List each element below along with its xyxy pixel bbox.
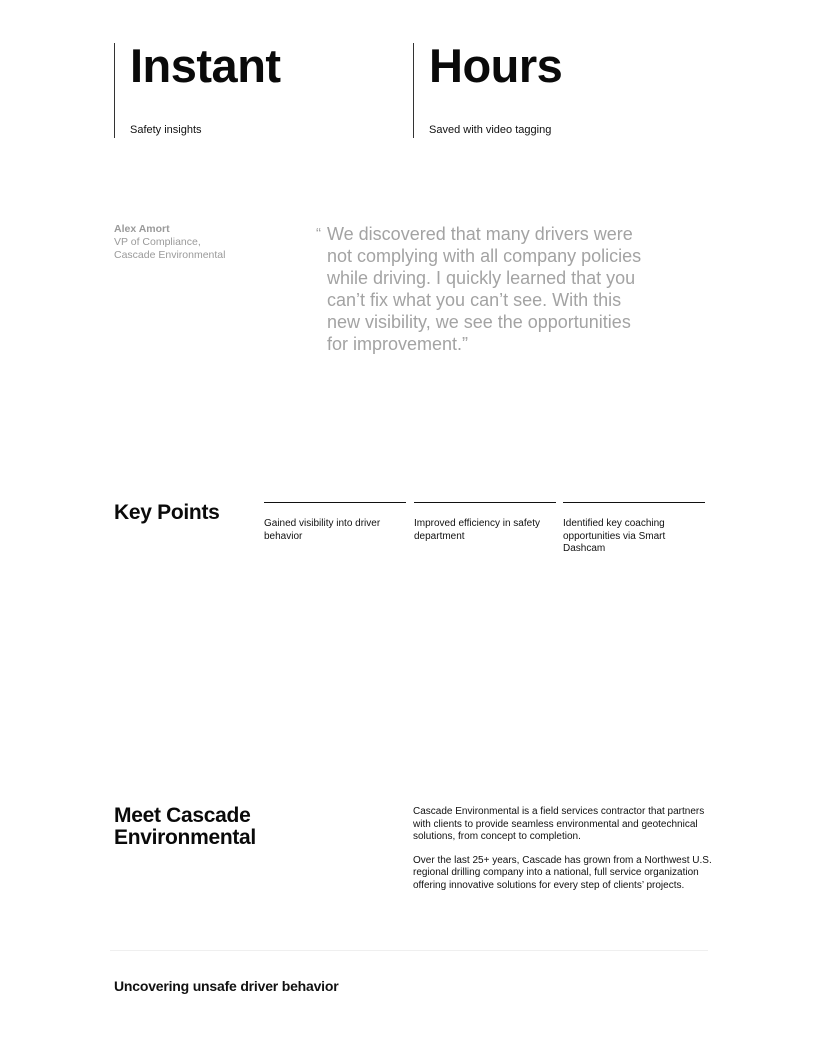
footer-section-title: Uncovering unsafe driver behavior — [114, 978, 339, 994]
author-company: Cascade Environmental — [114, 249, 226, 261]
key-points-title: Key Points — [114, 501, 220, 524]
quote-text: We discovered that many drivers were not complying with all company policies while driving. I quickly learned that you can’t fix what you can’t see. With this new visibility, we see the opportunities for improvement.” — [327, 224, 642, 354]
stat-value: Instant — [130, 39, 281, 92]
key-point-item: Gained visibility into driver behavior — [264, 502, 406, 543]
meet-paragraph: Over the last 25+ years, Cascade has grown from a Northwest U.S. regional drilling company into a national, full service organization offering innovative solutions for every step of clients’ projects. — [413, 854, 712, 891]
section-divider — [110, 950, 708, 951]
stat-label: Saved with video tagging — [429, 124, 552, 136]
stat-hours — [413, 39, 694, 138]
key-point-item: Improved efficiency in safety department — [414, 502, 556, 543]
key-point-item: Identified key coaching opportunities via Smart Dashcam — [563, 502, 705, 556]
open-quote-mark: “ — [316, 225, 321, 242]
author-name: Alex Amort — [114, 223, 170, 235]
stat-instant — [114, 39, 395, 138]
stat-value: Hours — [429, 39, 563, 92]
meet-section-body — [413, 806, 713, 903]
testimonial-quote — [316, 223, 656, 355]
author-title: VP of Compliance, — [114, 236, 201, 248]
meet-paragraph: Cascade Environmental is a field services contractor that partners with clients to provide seamless environmental and geotechnical solutions, from concept to completion. — [413, 806, 705, 842]
stat-label: Safety insights — [130, 124, 202, 136]
testimonial-attribution — [114, 223, 225, 262]
meet-section-title: Meet Cascade Environmental — [114, 804, 256, 849]
